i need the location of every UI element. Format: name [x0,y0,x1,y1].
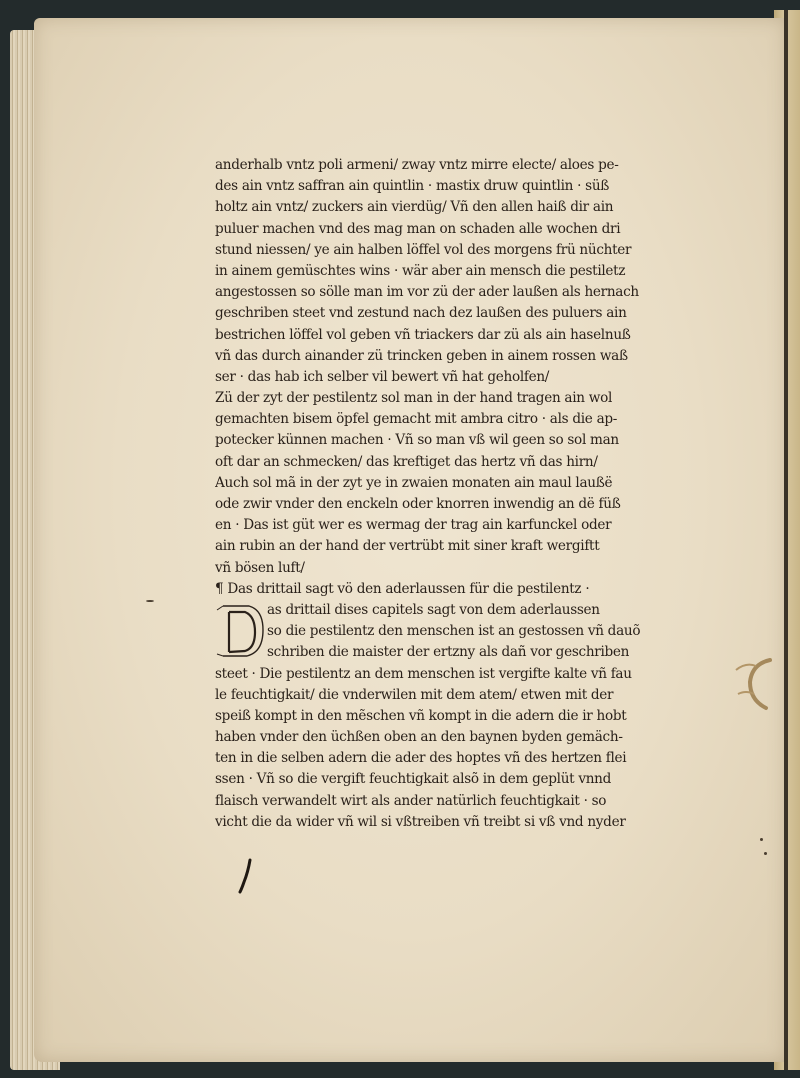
text-line: flaisch verwandelt wirt als ander natürlich feuchtigkait · so [215,792,607,809]
text-line: anderhalb vntz poli armeni/ zway vntz mirre electe/ aloes pe- [215,157,619,173]
text-line: in ainem gemüschtes wins · wär aber ain mensch die pestiletz [215,262,626,279]
text-line: des ain vntz saffran ain quintlin · mastix druw quintlin · süß [215,178,610,195]
text-line: gemachten bisem öpfel gemacht mit ambra citro · als die ap- [215,411,618,428]
text-line: haben vnder den üchßen oben an den baynen byden gemäch- [215,729,623,746]
text-line: potecker künnen machen · Vñ so man vß wil geen so sol man [215,432,619,449]
ink-speck [764,852,767,855]
text-line: vñ bösen luft/ [215,559,305,576]
text-line: Auch sol mã in der zyt ye in zwaien monaten ain maul laußë [215,474,613,491]
text-line: bestrichen löffel vol geben vñ triackers dar zü als ain haselnuß [215,326,631,343]
text-line: holtz ain vntz/ zuckers ain vierdüg/ Vñ den allen haiß dir ain [215,199,614,216]
text-line: ssen · Vñ so die vergift feuchtigkait alsõ in dem geplüt vnnd [215,771,612,788]
ink-speck [760,838,763,841]
text-line: ten in die selben adern die ader des hoptes vñ des hertzen flei [215,750,627,767]
text-line: Zü der zyt der pestilentz sol man in der hand tragen ain wol [215,390,613,407]
page-text-block [215,155,715,833]
text-line: so die pestilentz den menschen ist an gestossen vñ dauõ [267,623,641,640]
text-line: steet · Die pestilentz an dem menschen ist vergifte kalte vñ fau [215,665,632,682]
ink-speck [146,600,154,602]
text-line: ser · das hab ich selber vil bewert vñ hat geholfen/ [215,368,550,385]
text-line: vicht die da wider vñ wil si vßtreiben vñ treibt si vß vnd nyder [215,813,626,830]
text-line: vñ das durch ainander zü trincken geben in ainem rossen waß [215,347,628,364]
text-line: as drittail dises capitels sagt von dem aderlaussen [267,601,600,618]
text-line: oft dar an schmecken/ das kreftiget das hertz vñ das hirn/ [215,453,598,470]
text-line: angestossen so sölle man im vor zü der ader laußen als hernach [215,284,639,301]
text-line: geschriben steet vnd zestund nach dez laußen des puluers ain [215,305,627,322]
text-line: le feuchtigkait/ die vnderwilen mit dem atem/ etwen mit der [215,686,614,703]
section-rubric: ¶ Das drittail sagt vö den aderlaussen für die pestilentz · [215,580,590,597]
text-line: ain rubin an der hand der vertrübt mit siner kraft wergiftt [215,538,600,555]
text-line: stund niessen/ ye ain halben löffel vol des morgens frü nüchter [215,241,632,258]
margin-bracket-mark [726,654,782,712]
text-line: speiß kompt in den mẽschen vñ kompt in die adern die ir hobt [215,707,627,724]
initial-paragraph [215,600,715,664]
text-line: ode zwir vnder den enckeln oder knorren inwendig an dë füß [215,496,621,512]
text-line: schriben die maister der ertzny als dañ vor geschriben [267,644,630,661]
binding-gutter [784,10,788,1070]
text-line: en · Das ist güt wer es wermag der trag ain karfunckel oder [215,517,612,534]
text-line: puluer machen vnd des mag man on schaden alle wochen dri [215,220,621,237]
decorated-initial-d [215,600,265,660]
pen-stroke-mark [236,858,256,894]
